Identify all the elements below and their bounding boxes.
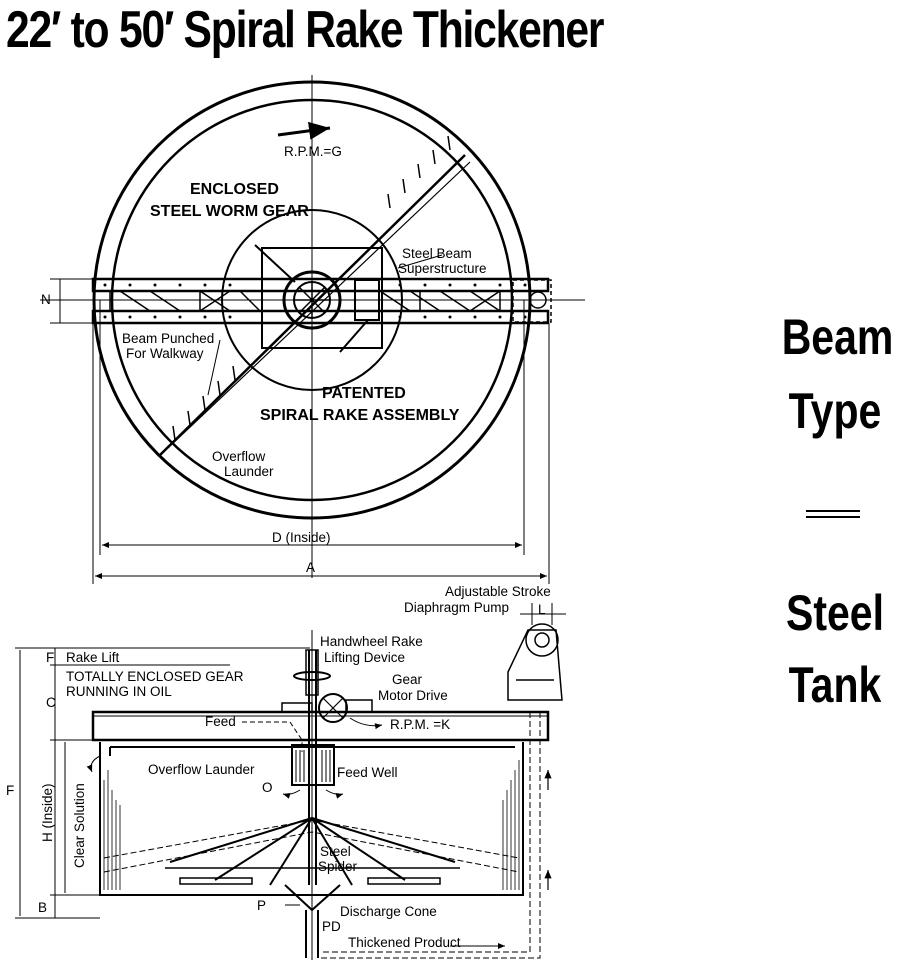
dim-c-label: C [46,695,56,710]
dim-l-label: L [538,602,546,617]
diaphragm-pump [508,624,562,700]
launder-label-line1: Overflow [212,449,266,464]
page-title: 22′ to 50′ Spiral Rake Thickener [6,1,604,59]
dim-o-label: O [262,780,273,795]
handwheel-label-line1: Handwheel Rake [320,634,423,649]
walkway-label-line1: Beam Punched [122,331,215,346]
rpm-k-label: R.P.M. =K [390,717,451,732]
overflow-launder-label: Overflow Launder [148,762,255,777]
dim-p-label: P [257,898,267,913]
dim-f-label: F [6,783,15,798]
dim-f-small-label: F [46,650,55,665]
rake-label-line2: SPIRAL RAKE ASSEMBLY [260,407,460,424]
gear-label-line1: ENCLOSED [190,181,279,198]
walkway-label-line2: For Walkway [126,346,204,361]
plan-labels [41,144,487,575]
side-label-beam: Beam [781,309,894,365]
feed-well [292,745,334,785]
dim-pd-label: PD [322,919,341,934]
rake-label-line1: PATENTED [322,385,406,402]
dim-a-label: A [306,560,316,575]
beam-label-line2: Superstructure [398,261,487,276]
gear-label-line2: STEEL WORM GEAR [150,203,309,220]
spider-label-line2: Spider [318,859,358,874]
rpm-g-label: R.P.M.=G [284,144,342,159]
beam-bottom [93,311,548,323]
motor-label-line1: Gear [392,672,423,687]
feed-well-label: Feed Well [337,765,398,780]
gear-enclosed-line2: RUNNING IN OIL [66,684,172,699]
feed-label: Feed [205,714,236,729]
motor-label-line2: Motor Drive [378,688,448,703]
dim-d-label: D (Inside) [272,530,331,545]
spider-label-line1: Steel [320,844,351,859]
gear-enclosed-line1: TOTALLY ENCLOSED GEAR [66,669,244,684]
rake-lift-label: Rake Lift [66,650,120,665]
beam-label-line1: Steel Beam [402,246,472,261]
pump-label-line2: Diaphragm Pump [404,600,510,615]
thickened-product-label: Thickened Product [348,935,461,950]
dim-h-label: H (Inside) [40,783,55,842]
clear-solution-label: Clear Solution [72,783,87,868]
handwheel-label-line2: Lifting Device [324,650,406,665]
dim-n-label: N [41,292,51,307]
pump-label-line1: Adjustable Stroke [445,584,551,599]
side-label-steel: Steel [785,585,884,641]
dim-b-label: B [38,900,48,915]
discharge-cone-label: Discharge Cone [340,904,437,919]
launder-label-line2: Launder [224,464,274,479]
side-label-tank: Tank [788,657,882,713]
side-label-type: Type [788,383,882,439]
